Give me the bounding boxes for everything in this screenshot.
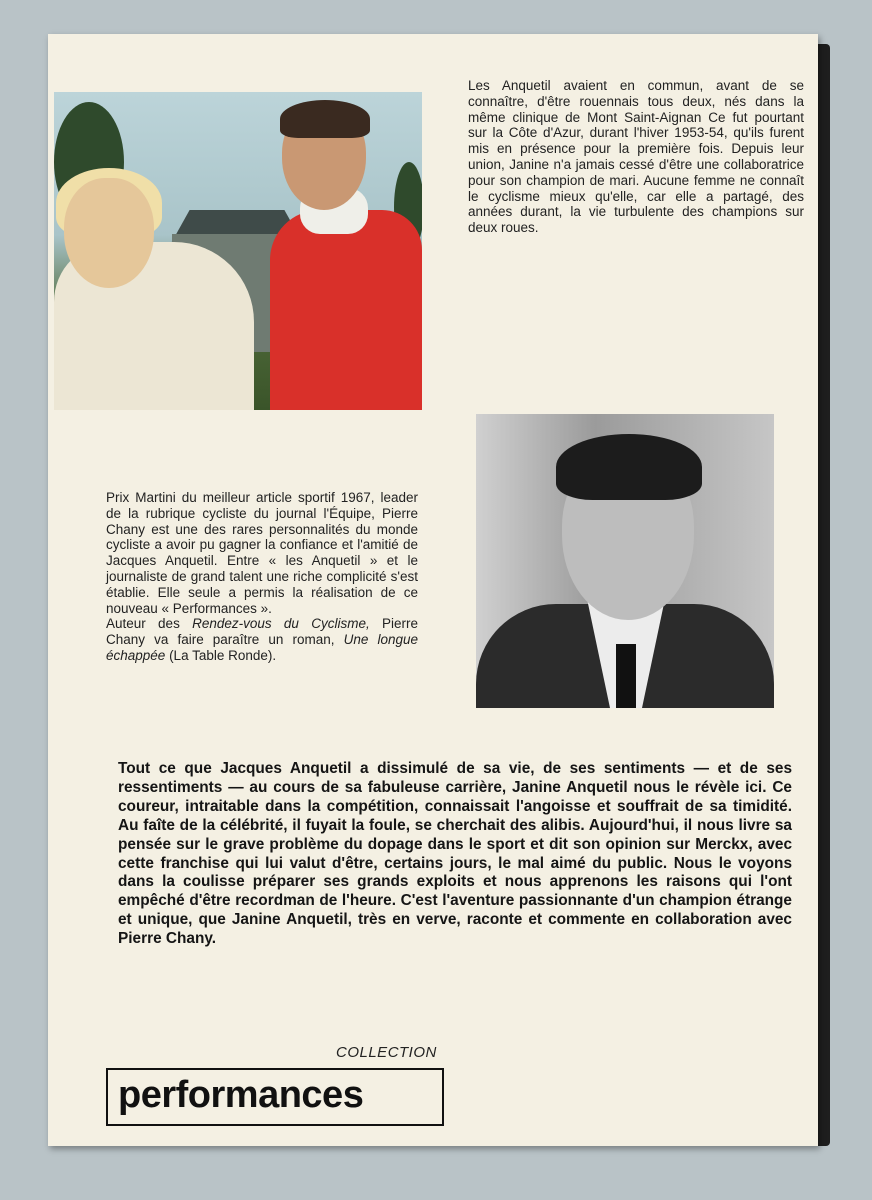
book-back-cover — [48, 34, 818, 1146]
intro-paragraph — [468, 78, 804, 236]
woman-face — [64, 178, 154, 288]
book-title-rendez-vous: Rendez-vous du Cyclisme, — [192, 616, 370, 632]
author-bio — [106, 490, 418, 664]
author-bio-text: Prix Martini du meilleur article sportif 1967, leader de la rubrique cycliste du journal l'Équipe, Pierre Chany est une des rares personnalités du monde cycliste a avoir pu gagner la confiance et l'amitié de Jacques Anquetil. Entre « les Anquetil » et le journaliste de grand talent une riche complicité s'est établie. Elle seule a permis la réalisation de ce nouveau « Performances ». — [106, 490, 418, 616]
author-works: Auteur des Rendez-vous du Cyclisme, Pierre Chany va faire paraître un roman, Une longue échappée (La Table Ronde). — [106, 616, 418, 663]
intro-text: Les Anquetil avaient en commun, avant de se connaître, d'être rouennais tous deux, nés dans la même clinique de Mont Saint-Aignan Ce fut pourtant sur la Côte d'Azur, durant l'hiver 1953-54, qu'ils furent mis en présence pour la première fois. Depuis leur union, Janine n'a jamais cessé d'être une collaboratrice pour son champion de mari. Aucune femme ne connaît le cyclisme mieux qu'elle, car elle a partagé, des années durant, la vie turbulente des champions sur deux roues. — [468, 78, 804, 236]
book-title-echappee: Une longue échappée — [106, 632, 418, 663]
man-red-sweater — [270, 210, 422, 410]
performances-logo-text: performances — [118, 1074, 364, 1116]
blurb-paragraph: Tout ce que Jacques Anquetil a dissimulé de sa vie, de ses sentiments — et de ses ressentiments — au cours de sa fabuleuse carrière, Janine Anquetil nous le révèle ici. Ce coureur, intraitable dans la compétition, connaissait l'angoisse et souffrait de sa timidité. Au faîte de la célébrité, il fuyait la foule, se cherchait des alibis. Aujourd'hui, il nous livre sa pensée sur le grave problème du dopage dans le sport et dit son opinion sur Merckx, avec cette franchise qui lui valut d'être, certains jours, le mal aimé du public. Nous le voyons dans la coulisse préparer ses grands exploits et nous apprenons les raisons qui l'ont empêché d'être recordman de l'heure. C'est l'aventure passionnante d'un champion étrange et unique, que Janine Anquetil, très en verve, raconte et commente en collaboration avec Pierre Chany. — [118, 760, 792, 948]
collection-label: COLLECTION — [336, 1044, 437, 1061]
couple-photo — [54, 92, 422, 410]
performances-logo — [106, 1068, 444, 1126]
man-hair — [280, 100, 370, 138]
portrait-tie — [616, 644, 636, 708]
author-portrait — [476, 414, 774, 708]
portrait-hair — [556, 434, 702, 500]
